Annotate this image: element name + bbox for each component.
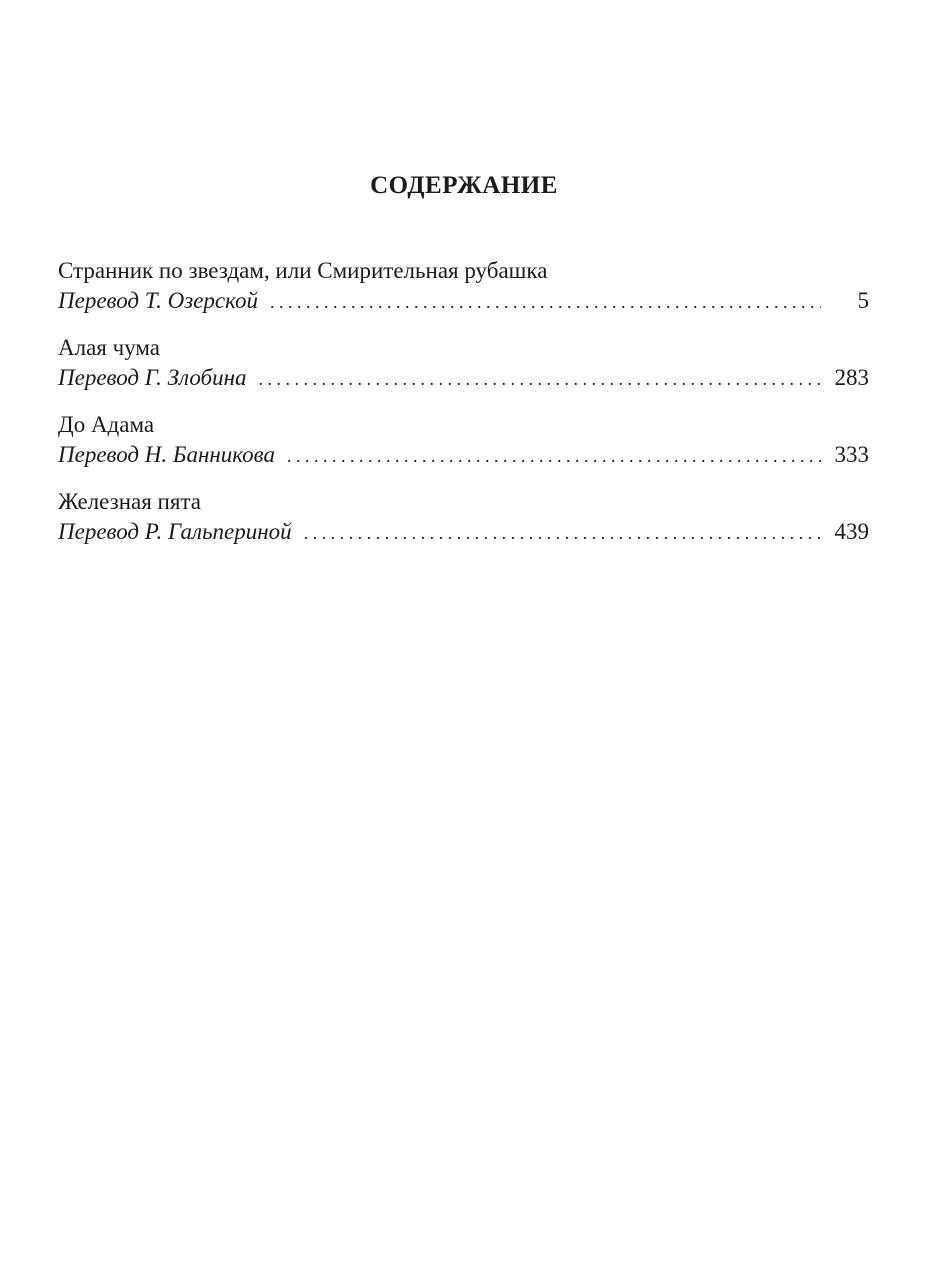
entry-translator: Перевод Т. Озерской — [58, 288, 259, 313]
dot-leader — [270, 287, 821, 317]
entry-title: Алая чума — [58, 335, 160, 360]
entry-line — [58, 286, 869, 317]
toc-entry — [58, 487, 869, 548]
entry-line — [58, 517, 869, 548]
toc-entry — [58, 410, 869, 471]
entry-page-number: 5 — [857, 288, 869, 313]
toc-entry — [58, 256, 869, 317]
table-of-contents — [58, 256, 869, 564]
entry-translator: Перевод Г. Злобина — [58, 365, 247, 390]
dot-leader — [304, 518, 821, 548]
entry-page-number: 283 — [834, 365, 869, 390]
entry-page-number: 333 — [834, 442, 869, 467]
dot-leader — [287, 441, 821, 471]
entry-line — [58, 363, 869, 394]
entry-translator: Перевод Н. Банникова — [58, 442, 275, 467]
dot-leader — [259, 364, 821, 394]
entry-title: Железная пята — [58, 489, 201, 514]
toc-entry — [58, 333, 869, 394]
entry-title: До Адама — [58, 412, 155, 437]
entry-translator: Перевод Р. Гальпериной — [58, 519, 292, 544]
entry-title: Странник по звездам, или Смирительная рубашка — [58, 258, 548, 283]
entry-page-number: 439 — [834, 519, 869, 544]
page-title: СОДЕРЖАНИЕ — [370, 172, 558, 199]
entry-line — [58, 440, 869, 471]
